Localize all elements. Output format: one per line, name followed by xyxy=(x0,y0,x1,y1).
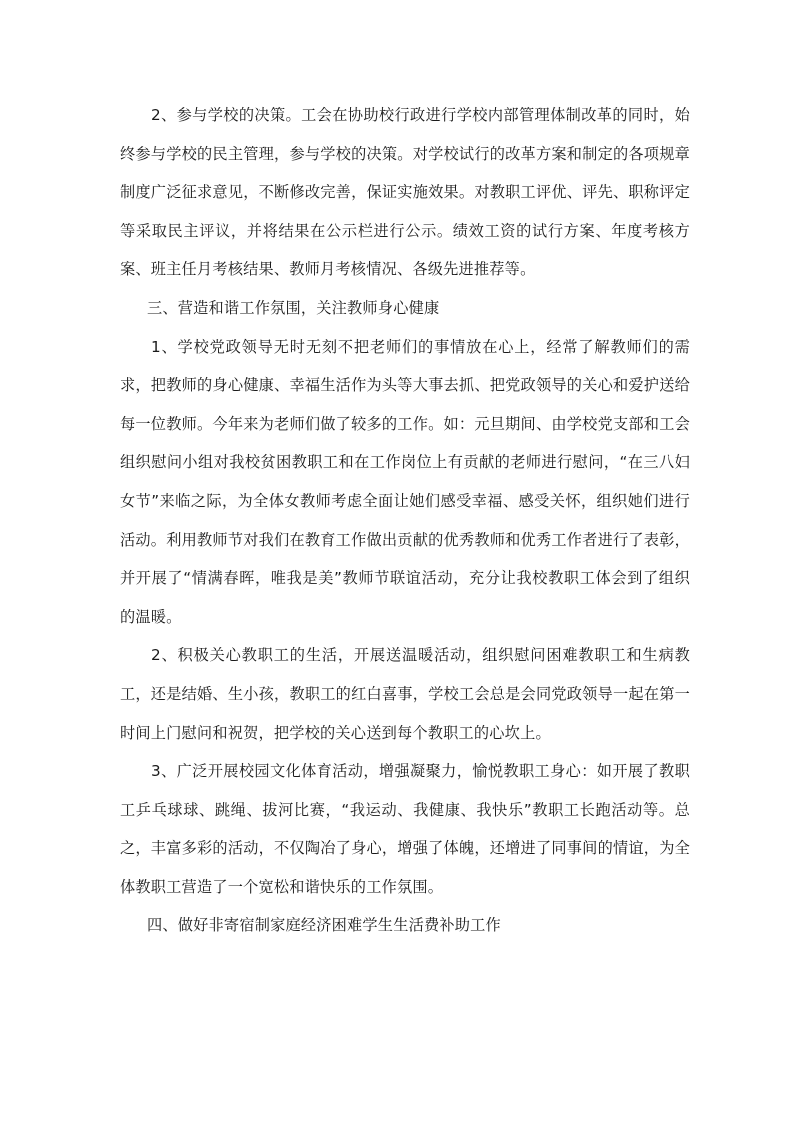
document-page xyxy=(120,96,690,945)
section-heading-harmonious-atmosphere: 三、营造和谐工作氛围，关注教师身心健康 xyxy=(147,298,440,317)
paragraph-decision-participation: 2、参与学校的决策。工会在协助校行政进行学校内部管理体制改革的同时，始终参与学校的民主管理，参与学校的决策。对学校试行的改革方案和制定的各项规章制度广泛征求意见，不断修改完善，保证实施效果。对教职工评优、评先、职称评定等采取民主评议，并将结果在公示栏进行公示。绩效工资的试行方案、年度考核方案、班主任月考核结果、教师月考核情况、各级先进推荐等。 xyxy=(120,106,690,279)
paragraph-campus-culture-sports: 3、广泛开展校园文化体育活动，增强凝聚力，愉悦教职工身心：如开展了教职工乒乓球球、跳绳、拔河比赛，“我运动、我健康、我快乐”教职工长跑活动等。总之，丰富多彩的活动，不仅陶冶了身心，增强了体魄，还增进了同事间的情谊，为全体教职工营造了一个宽松和谐快乐的工作氛围。 xyxy=(120,762,690,896)
paragraph-leadership-care: 1、学校党政领导无时无刻不把老师们的事情放在心上，经常了解教师们的需求，把教师的身心健康、幸福生活作为头等大事去抓、把党政领导的关心和爱护送给每一位教师。今年来为老师们做了较多的工作。如：元旦期间、由学校党支部和工会组织慰问小组对我校贫困教职工和在工作岗位上有贡献的老师进行慰问，“在三八妇女节”来临之际，为全体女教师考虑全面让她们感受幸福、感受关怀，组织她们进行活动。利用教师节对我们在教育工作做出贡献的优秀教师和优秀工作者进行了表彰，并开展了“情满春晖，唯我是美”教师节联谊活动，充分让我校教职工体会到了组织的温暖。 xyxy=(120,337,690,626)
paragraph-warmth-activities: 2、积极关心教职工的生活，开展送温暖活动，组织慰问困难教职工和生病教工，还是结婚、生小孩，教职工的红白喜事，学校工会总是会同党政领导一起在第一时间上门慰问和祝贺，把学校的关心送到每个教职工的心坎上。 xyxy=(120,646,690,742)
section-heading-living-subsidy: 四、做好非寄宿制家庭经济困难学生生活费补助工作 xyxy=(147,916,501,935)
